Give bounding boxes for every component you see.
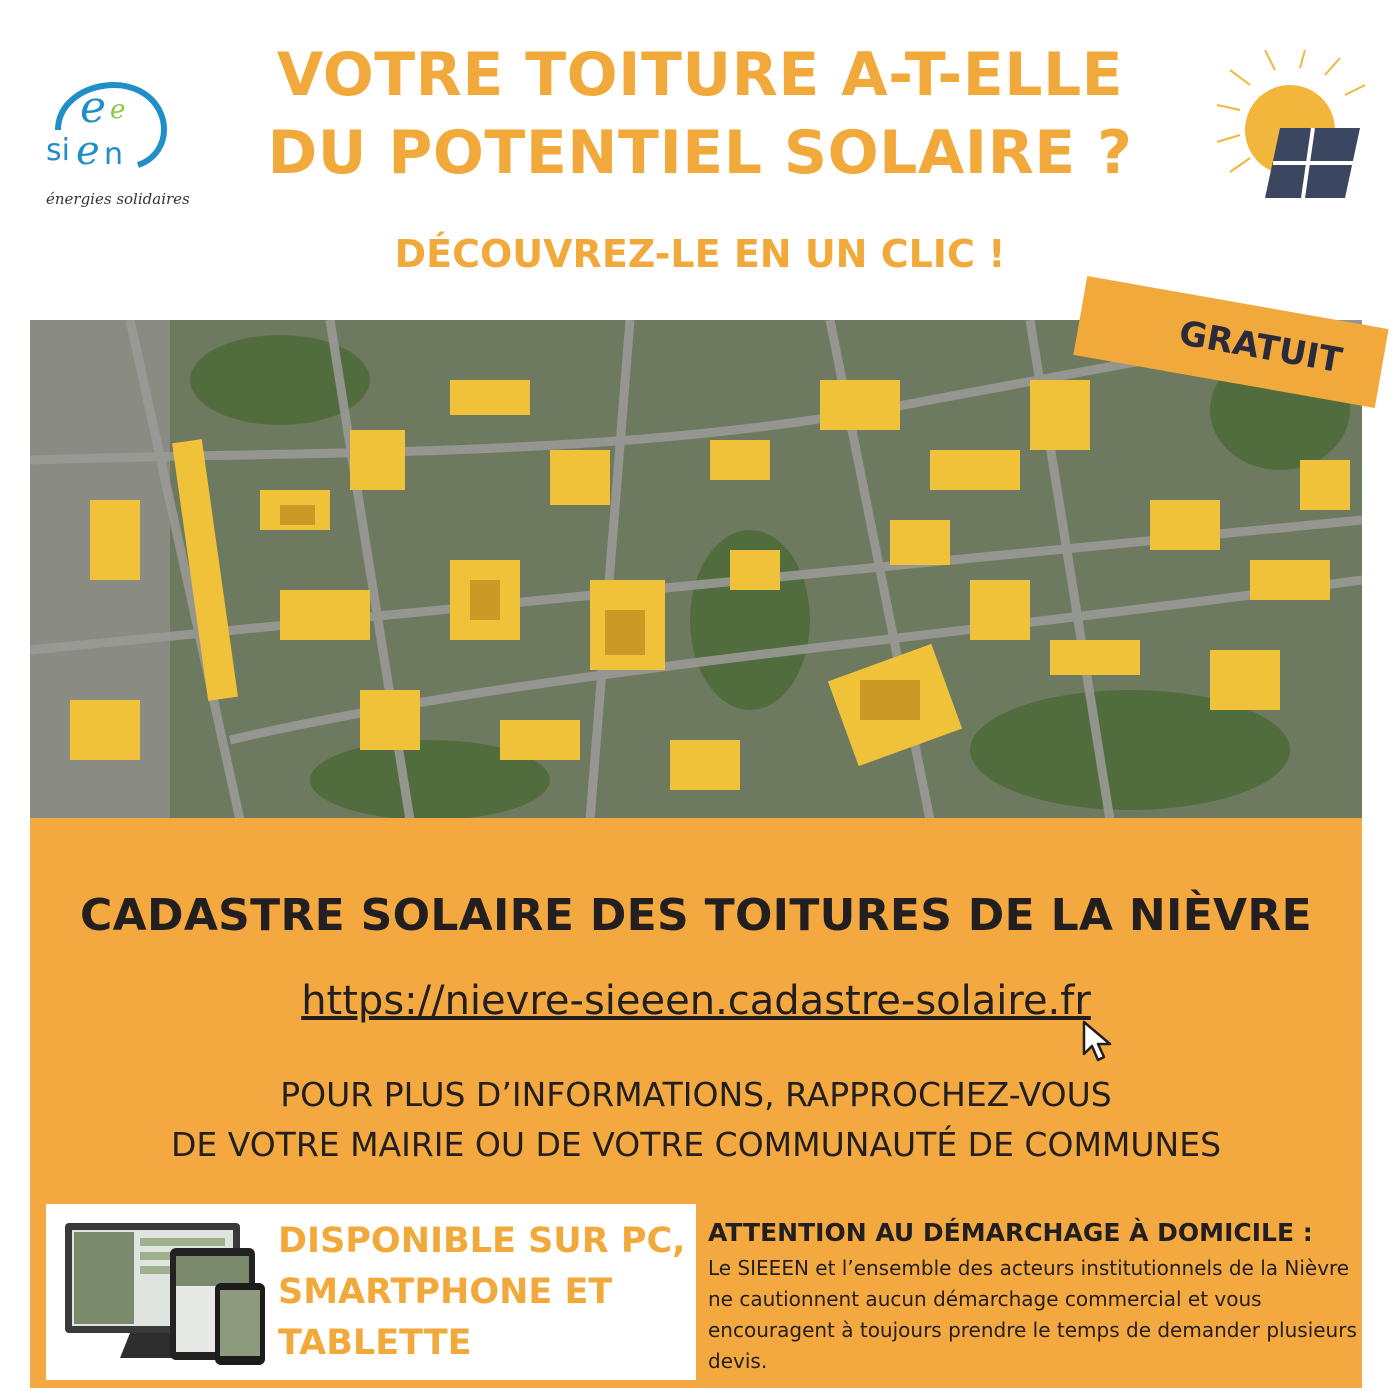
headline-line-2: DU POTENTIEL SOLAIRE ? [267, 118, 1133, 188]
svg-text:e: e [76, 128, 100, 174]
cadastre-link[interactable]: https://nievre-sieeen.cadastre-solaire.fr [301, 978, 1091, 1024]
devices-line-2: SMARTPHONE ET [278, 1272, 613, 1312]
aerial-solar-map [30, 320, 1362, 820]
svg-text:e: e [110, 95, 126, 125]
devices-box [46, 1204, 696, 1380]
warning-title: ATTENTION AU DÉMARCHAGE À DOMICILE : [708, 1218, 1313, 1247]
free-badge-label: GRATUIT [1176, 313, 1345, 382]
logo-tagline: énergies solidaires [46, 190, 190, 208]
info-line-2: DE VOTRE MAIRIE OU DE VOTRE COMMUNAUTÉ DE COMMUNES [170, 1125, 1222, 1164]
warning-body: Le SIEEEN et l’ensemble des acteurs institutionnels de la Nièvre ne cautionnent aucun démarchage commercial et vous encouragent à toujours prendre le temps de demander plusieurs devis. [708, 1256, 1357, 1373]
info-line-1: POUR PLUS D’INFORMATIONS, RAPPROCHEZ-VOUS [280, 1075, 1112, 1114]
panel-title: CADASTRE SOLAIRE DES TOITURES DE LA NIÈVRE [80, 890, 1312, 941]
mouse-pointer-icon [1080, 1018, 1120, 1066]
svg-text:n: n [104, 137, 124, 172]
devices-line-3: TABLETTE [278, 1323, 472, 1363]
info-panel [30, 818, 1362, 1388]
sieeen-logo [38, 60, 198, 208]
info-text [30, 1070, 1362, 1170]
devices-text [278, 1216, 688, 1369]
devices-icon [60, 1218, 270, 1368]
subheadline: DÉCOUVREZ-LE EN UN CLIC ! [394, 232, 1006, 276]
svg-text:e: e [80, 82, 107, 133]
headline [205, 36, 1195, 192]
warning-notice [708, 1218, 1358, 1377]
svg-text:si: si [46, 133, 70, 168]
devices-line-1: DISPONIBLE SUR PC, [278, 1221, 686, 1261]
sun-and-solar-panel-icon [1205, 50, 1375, 210]
headline-line-1: VOTRE TOITURE A-T-ELLE [276, 40, 1124, 110]
